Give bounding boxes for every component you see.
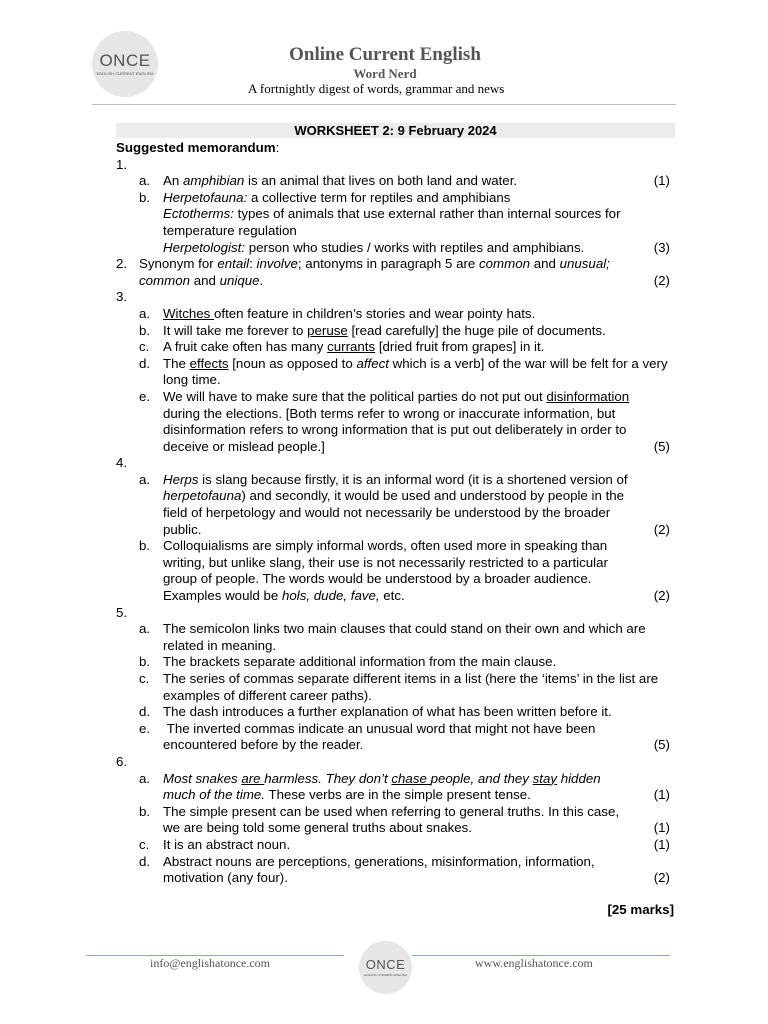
worksheet-title: WORKSHEET 2: 9 February 2024 — [116, 123, 675, 138]
answer-6a: a. Most snakes are harmless. They don’t chase people, and they stay hidden much of the time. These verbs are in the simple present tense. (1) — [116, 771, 676, 804]
answer-6b: b. The simple present can be used when referring to general truths. In this case, we are being told some general truths about snakes. (1) — [116, 804, 676, 837]
footer-email[interactable]: info@englishatonce.com — [150, 956, 271, 970]
logo-subtext: ENGLISH CURRENT ENGLISH — [96, 71, 154, 76]
memorandum-heading: Suggested memorandum: — [116, 140, 280, 155]
mark: (5) — [653, 737, 670, 753]
answer-6c: c. It is an abstract noun. (1) — [116, 837, 676, 854]
mark: (3) — [653, 239, 670, 255]
question-1: 1. — [116, 156, 128, 172]
question-6: 6. — [116, 753, 128, 769]
answer-5e: e. The inverted commas indicate an unusual word that might not have been encountered before by the reader. (5) — [116, 721, 676, 754]
answer-4a: a. Herps is slang because firstly, it is an informal word (it is a shortened version of herpetofauna) and secondly, it would be used and understood by people in the field of herpetology and would not necessarily be understood by the broader public. (2) — [116, 472, 676, 538]
answer-1b: b. Herpetofauna: a collective term for reptiles and amphibians Ectotherms: types of animals that use external rather than internal sources for temperature regulation Herpetologist: person who studies / works with reptiles and amphibians. (3) — [116, 190, 676, 256]
answer-1a: a. An amphibian is an animal that lives on both land and water. (1) — [116, 173, 676, 190]
mark: (1) — [653, 820, 670, 836]
memorandum-content — [116, 140, 676, 887]
answer-3e: e. We will have to make sure that the political parties do not put out disinformation during the elections. [Both terms refer to wrong or inaccurate information, but disinformation refers to wrong information that is put out deliberately in order to deceive or mislead people.] (5) — [116, 389, 676, 455]
mark: (1) — [653, 836, 670, 852]
total-marks: [25 marks] — [607, 902, 674, 917]
answer-3b: b. It will take me forever to peruse [read carefully] the huge pile of documents. — [139, 322, 606, 338]
mark: (2) — [653, 521, 670, 537]
footer-website[interactable]: www.englishatonce.com — [475, 956, 593, 970]
answer-3a: a. Witches often feature in children’s stories and wear pointy hats. — [139, 305, 536, 321]
question-4: 4. — [116, 455, 128, 471]
answer-5d: d. The dash introduces a further explanation of what has been written before it. — [139, 704, 612, 720]
question-3: 3. — [116, 289, 128, 305]
header-divider — [92, 104, 676, 105]
mark: (1) — [653, 787, 670, 803]
site-tagline: A fortnightly digest of words, grammar and news — [248, 81, 505, 96]
mark: (2) — [653, 870, 670, 886]
answer-6d: d. Abstract nouns are perceptions, generations, misinformation, information, motivation (any four). (2) — [116, 854, 676, 887]
answer-4b: b. Colloquialisms are simply informal words, often used more in speaking than writing, but unlike slang, their use is not necessarily restricted to a particular group of people. The words would be understood by a broader audience. Examples would be hols, dude, fave, etc. (2) — [116, 538, 676, 604]
answer-5a: a. The semicolon links two main clauses that could stand on their own and which are related in meaning. — [139, 621, 646, 653]
once-logo — [92, 31, 158, 97]
mark: (1) — [653, 173, 670, 189]
mark: (2) — [653, 588, 670, 604]
answer-5c: c. The series of commas separate different items in a list (here the ‘items’ in the list are examples of different career paths). — [139, 671, 659, 703]
footer-logo — [359, 941, 412, 994]
answer-3d: d. The effects [noun as opposed to affect which is a verb] of the war will be felt for a very long time. — [139, 355, 668, 388]
answer-3c: c. A fruit cake often has many currants [dried fruit from grapes] in it. — [139, 339, 545, 355]
question-2: 2. Synonym for entail: involve; antonyms in paragraph 5 are common and unusual; common and unique. (2) — [116, 256, 676, 289]
question-5: 5. — [116, 604, 128, 620]
logo-text: ONCE — [99, 51, 151, 70]
site-subtitle: Word Nerd — [353, 66, 417, 81]
footer-logo-text: ONCE — [365, 957, 406, 972]
footer-logo-subtext: ENGLISH CURRENT ENGLISH — [364, 973, 407, 977]
mark: (2) — [653, 272, 670, 288]
mark: (5) — [653, 438, 670, 454]
site-title: Online Current English — [289, 44, 481, 65]
answer-5b: b. The brackets separate additional information from the main clause. — [139, 654, 557, 670]
